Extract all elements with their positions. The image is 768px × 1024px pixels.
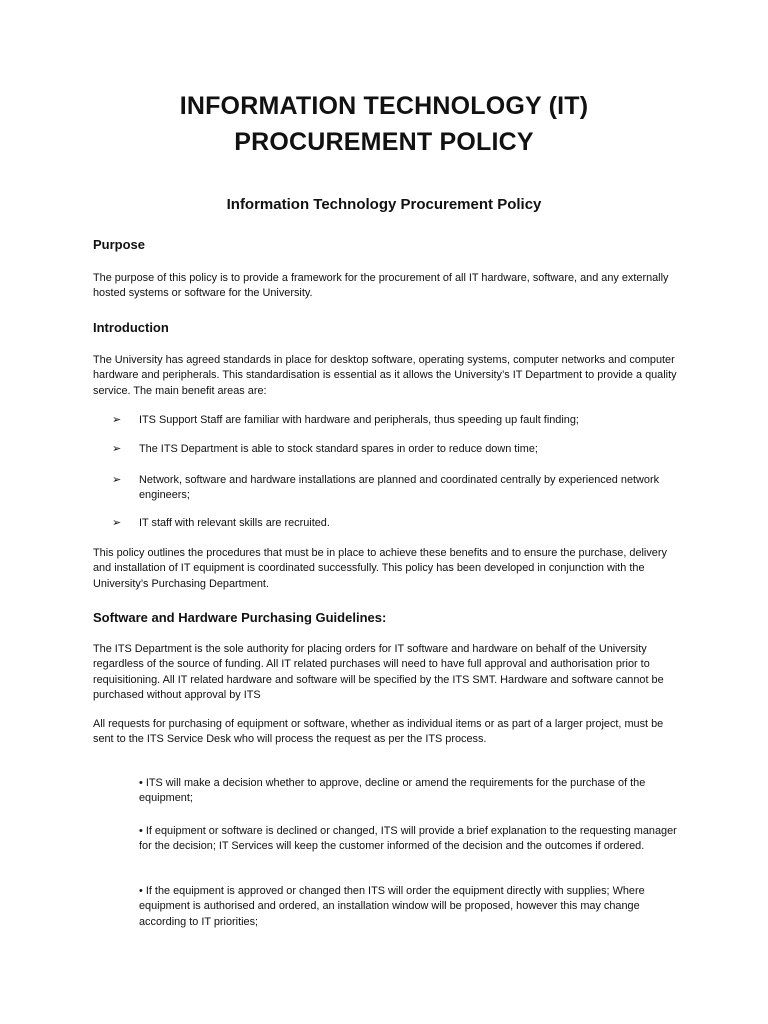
benefit-text: IT staff with relevant skills are recruited. (139, 517, 330, 529)
benefit-list-item (112, 473, 677, 504)
guidelines-paragraph-1: The ITS Department is the sole authority for placing orders for IT software and hardware on behalf of the University regardless of the source of funding. All IT related purchases will need to have full approval and authorisation prior to requisitioning. All IT related hardware and software will be specified by the ITS SMT. Hardware and software cannot be purchased without approval by ITS (93, 643, 664, 702)
document-subtitle: Information Technology Procurement Policy (226, 196, 542, 213)
guidelines-heading: Software and Hardware Purchasing Guidelines: (93, 610, 387, 625)
purpose-heading: Purpose (93, 237, 146, 252)
arrow-bullet-icon: ➢ (112, 474, 122, 486)
benefit-list-item (112, 413, 677, 428)
benefit-text: Network, software and hardware installations are planned and coordinated centrally by experienced network engineers; (139, 474, 660, 502)
guidelines-paragraph-2: All requests for purchasing of equipment or software, whether as individual items or as part of a larger project, must be sent to the ITS Service Desk who will process the request as per the ITS process. (93, 718, 664, 746)
benefit-text: The ITS Department is able to stock standard spares in order to reduce down time; (139, 443, 538, 455)
benefit-text: ITS Support Staff are familiar with hardware and peripherals, thus speeding up fault finding; (139, 414, 579, 426)
document-title-line-1: INFORMATION TECHNOLOGY (IT) (179, 92, 589, 120)
process-step-item: • If equipment or software is declined or changed, ITS will provide a brief explanation to the requesting manager for the decision; IT Services will keep the customer informed of the decision and the outcomes if ordered. (139, 825, 677, 853)
arrow-bullet-icon: ➢ (112, 443, 122, 455)
purpose-paragraph: The purpose of this policy is to provide a framework for the procurement of all IT hardware, software, and any externally hosted systems or software for the University. (93, 272, 669, 300)
introduction-paragraph: The University has agreed standards in place for desktop software, operating systems, computer networks and computer hardware and peripherals. This standardisation is essential as it allows the University’s IT Department to provide a quality service. The main benefit areas are: (93, 354, 677, 397)
arrow-bullet-icon: ➢ (112, 414, 122, 426)
process-step-item: • If the equipment is approved or changed then ITS will order the equipment directly with supplies; Where equipment is authorised and ordered, an installation window will be proposed, however this may change according to IT priorities; (139, 885, 645, 928)
document-title-line-2: PROCUREMENT POLICY (234, 128, 534, 156)
benefit-list-item (112, 516, 677, 531)
process-step-item: • ITS will make a decision whether to approve, decline or amend the requirements for the purchase of the equipment; (139, 777, 646, 805)
arrow-bullet-icon: ➢ (112, 517, 122, 529)
introduction-heading: Introduction (93, 320, 169, 335)
benefit-list-item (112, 442, 677, 457)
introduction-closing-paragraph: This policy outlines the procedures that must be in place to achieve these benefits and to ensure the purchase, delivery and installation of IT equipment is coordinated successfully. This policy has been developed in conjunction with the University’s Purchasing Department. (93, 547, 667, 590)
